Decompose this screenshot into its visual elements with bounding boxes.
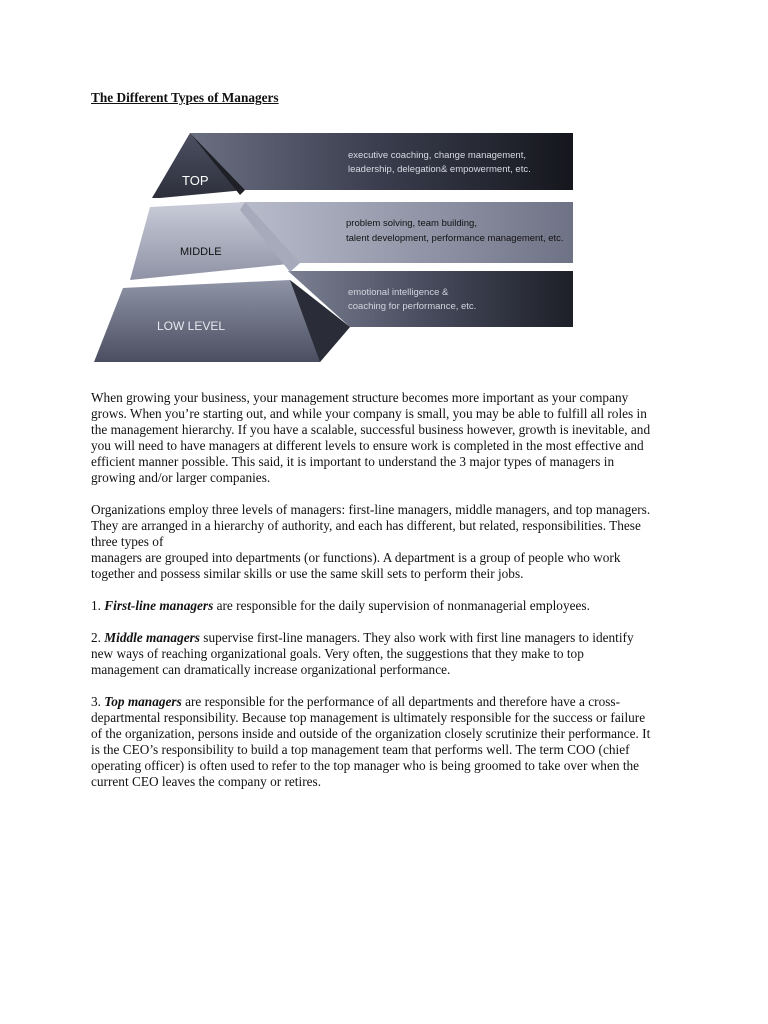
item-number: 3. xyxy=(91,694,105,709)
text-line: is the CEO’s responsibility to build a top management team that performs well. The term COO (chief xyxy=(91,742,630,757)
text-line: of the organization, persons inside and outside of the organization closely scrutinize their performance. It xyxy=(91,726,651,741)
item-text: are responsible for the daily supervision of nonmanagerial employees. xyxy=(213,598,590,613)
text-line: Organizations employ three levels of managers: first-line managers, middle managers, and top managers. xyxy=(91,502,651,517)
item-text: supervise first-line managers. They also work with first line managers to identify xyxy=(199,630,634,645)
text-line: grows. When you’re starting out, and while your company is small, you may be able to fulfill all roles in xyxy=(91,406,647,421)
item-text: are responsible for the performance of all departments and therefore have a cross- xyxy=(181,694,620,709)
pyramid-svg xyxy=(90,130,576,366)
paragraph-intro xyxy=(91,390,681,486)
page-title: The Different Types of Managers xyxy=(91,90,279,105)
band-top-desc-line-2: leadership, delegation& empowerment, etc. xyxy=(348,164,531,175)
item-number: 2. xyxy=(91,630,105,645)
text-line: They are arranged in a hierarchy of authority, and each has different, but related, responsibilities. These xyxy=(91,518,641,533)
band-top xyxy=(190,133,573,190)
term-first-line-managers: First-line managers xyxy=(104,598,214,613)
text-line xyxy=(91,630,681,646)
text-line: operating officer) is often used to refer to the top manager who is being groomed to take over when the xyxy=(91,758,640,773)
list-item-first-line-managers xyxy=(91,598,681,614)
paragraph-levels xyxy=(91,502,681,582)
band-low-desc-line-1: emotional intelligence & xyxy=(348,287,449,298)
band-middle-desc-line-2: talent development, performance management, etc. xyxy=(346,233,564,244)
text-line xyxy=(91,598,681,614)
band-top-desc-line-1: executive coaching, change management, xyxy=(348,150,526,161)
tier-label-low: LOW LEVEL xyxy=(157,319,226,333)
text-line: new ways of reaching organizational goals. Very often, the suggestions that they make to top xyxy=(91,646,584,661)
text-line: managers are grouped into departments (or functions). A department is a group of people who work xyxy=(91,550,621,565)
term-top-managers: Top managers xyxy=(104,694,182,709)
article-body xyxy=(91,390,681,806)
text-line: together and possess similar skills or use the same skill sets to perform their jobs. xyxy=(91,566,524,581)
text-line: you will need to have managers at different levels to ensure work is completed in the most effective and xyxy=(91,438,644,453)
band-middle-desc-line-1: problem solving, team building, xyxy=(346,218,477,229)
management-pyramid-diagram xyxy=(90,130,576,366)
band-low-desc-line-2: coaching for performance, etc. xyxy=(348,301,477,312)
text-line: growing and/or larger companies. xyxy=(91,470,271,485)
text-line: three types of xyxy=(91,534,164,549)
text-line: efficient manner possible. This said, it is important to understand the 3 major types of managers in xyxy=(91,454,615,469)
list-item-middle-managers xyxy=(91,630,681,678)
text-line: management can dramatically increase organizational performance. xyxy=(91,662,451,677)
list-item-top-managers xyxy=(91,694,681,790)
tier-label-top: TOP xyxy=(182,173,209,188)
text-line: departmental responsibility. Because top management is ultimately responsible for the success or failure xyxy=(91,710,646,725)
text-line xyxy=(91,694,681,710)
text-line: current CEO leaves the company or retires. xyxy=(91,774,322,789)
term-middle-managers: Middle managers xyxy=(104,630,200,645)
tier-label-middle: MIDDLE xyxy=(180,246,222,258)
text-line: the management hierarchy. If you have a scalable, successful business however, growth is inevitable, and xyxy=(91,422,651,437)
text-line: When growing your business, your management structure becomes more important as your company xyxy=(91,390,629,405)
item-number: 1. xyxy=(91,598,105,613)
